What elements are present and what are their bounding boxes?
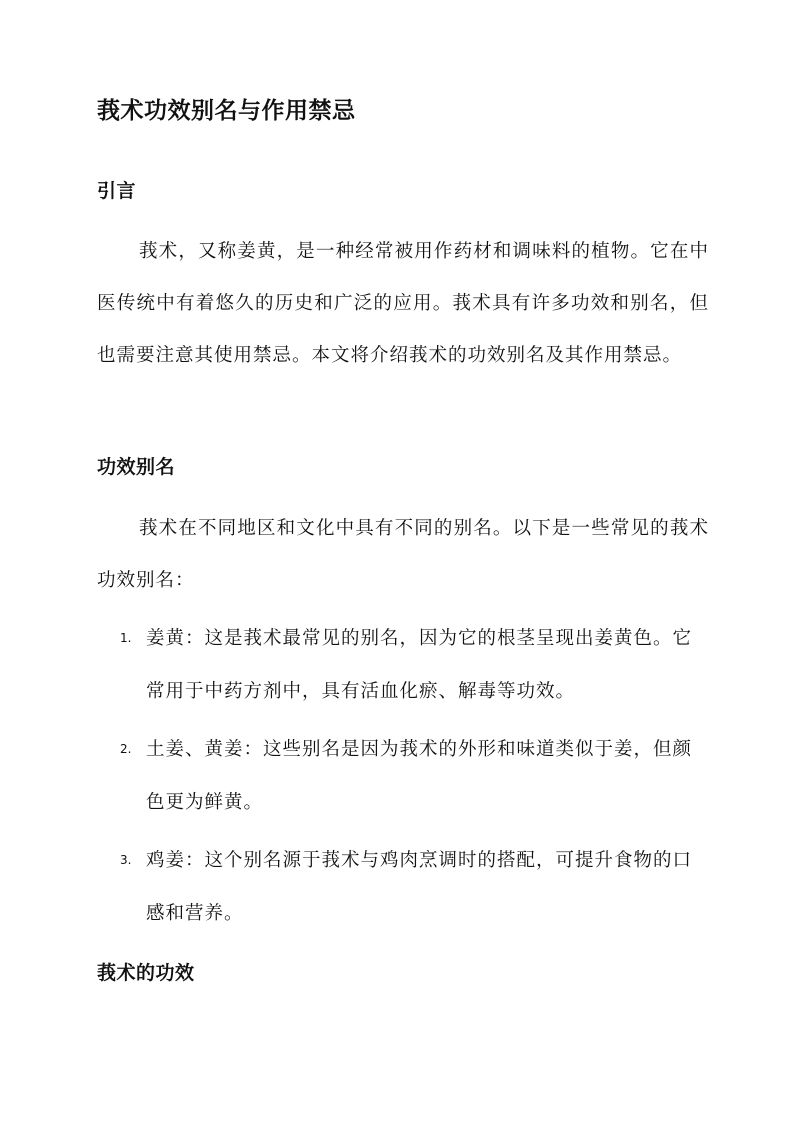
heading-intro: 引言 (97, 180, 137, 202)
heading-effects: 莪术的功效 (97, 962, 195, 984)
list-item (120, 834, 710, 940)
list-item (120, 612, 710, 718)
list-item-text: 土姜、黄姜：这些别名是因为莪术的外形和味道类似于姜，但颜色更为鲜黄。 (146, 739, 693, 813)
intro-paragraph: 莪术，又称姜黄，是一种经常被用作药材和调味料的植物。它在中医传统中有着悠久的历史和广泛的应用。莪术具有许多功效和别名，但也需要注意其使用禁忌。本文将介绍莪术的功效别名及其作用禁忌。 (97, 241, 709, 366)
page-title: 莪术功效别名与作用禁忌 (97, 98, 356, 124)
aliases-paragraph: 莪术在不同地区和文化中具有不同的别名。以下是一些常见的莪术功效别名： (97, 518, 709, 591)
list-item (120, 723, 710, 829)
list-item-number: 3. (120, 853, 132, 867)
list-item-number: 2. (120, 742, 132, 756)
list-item-number: 1. (120, 631, 132, 645)
list-item-text: 姜黄：这是莪术最常见的别名，因为它的根茎呈现出姜黄色。它常用于中药方剂中，具有活血化瘀、解毒等功效。 (146, 628, 693, 702)
aliases-list (120, 612, 710, 940)
list-item-text: 鸡姜：这个别名源于莪术与鸡肉烹调时的搭配，可提升食物的口感和营养。 (146, 850, 693, 924)
heading-aliases: 功效别名 (97, 456, 176, 478)
